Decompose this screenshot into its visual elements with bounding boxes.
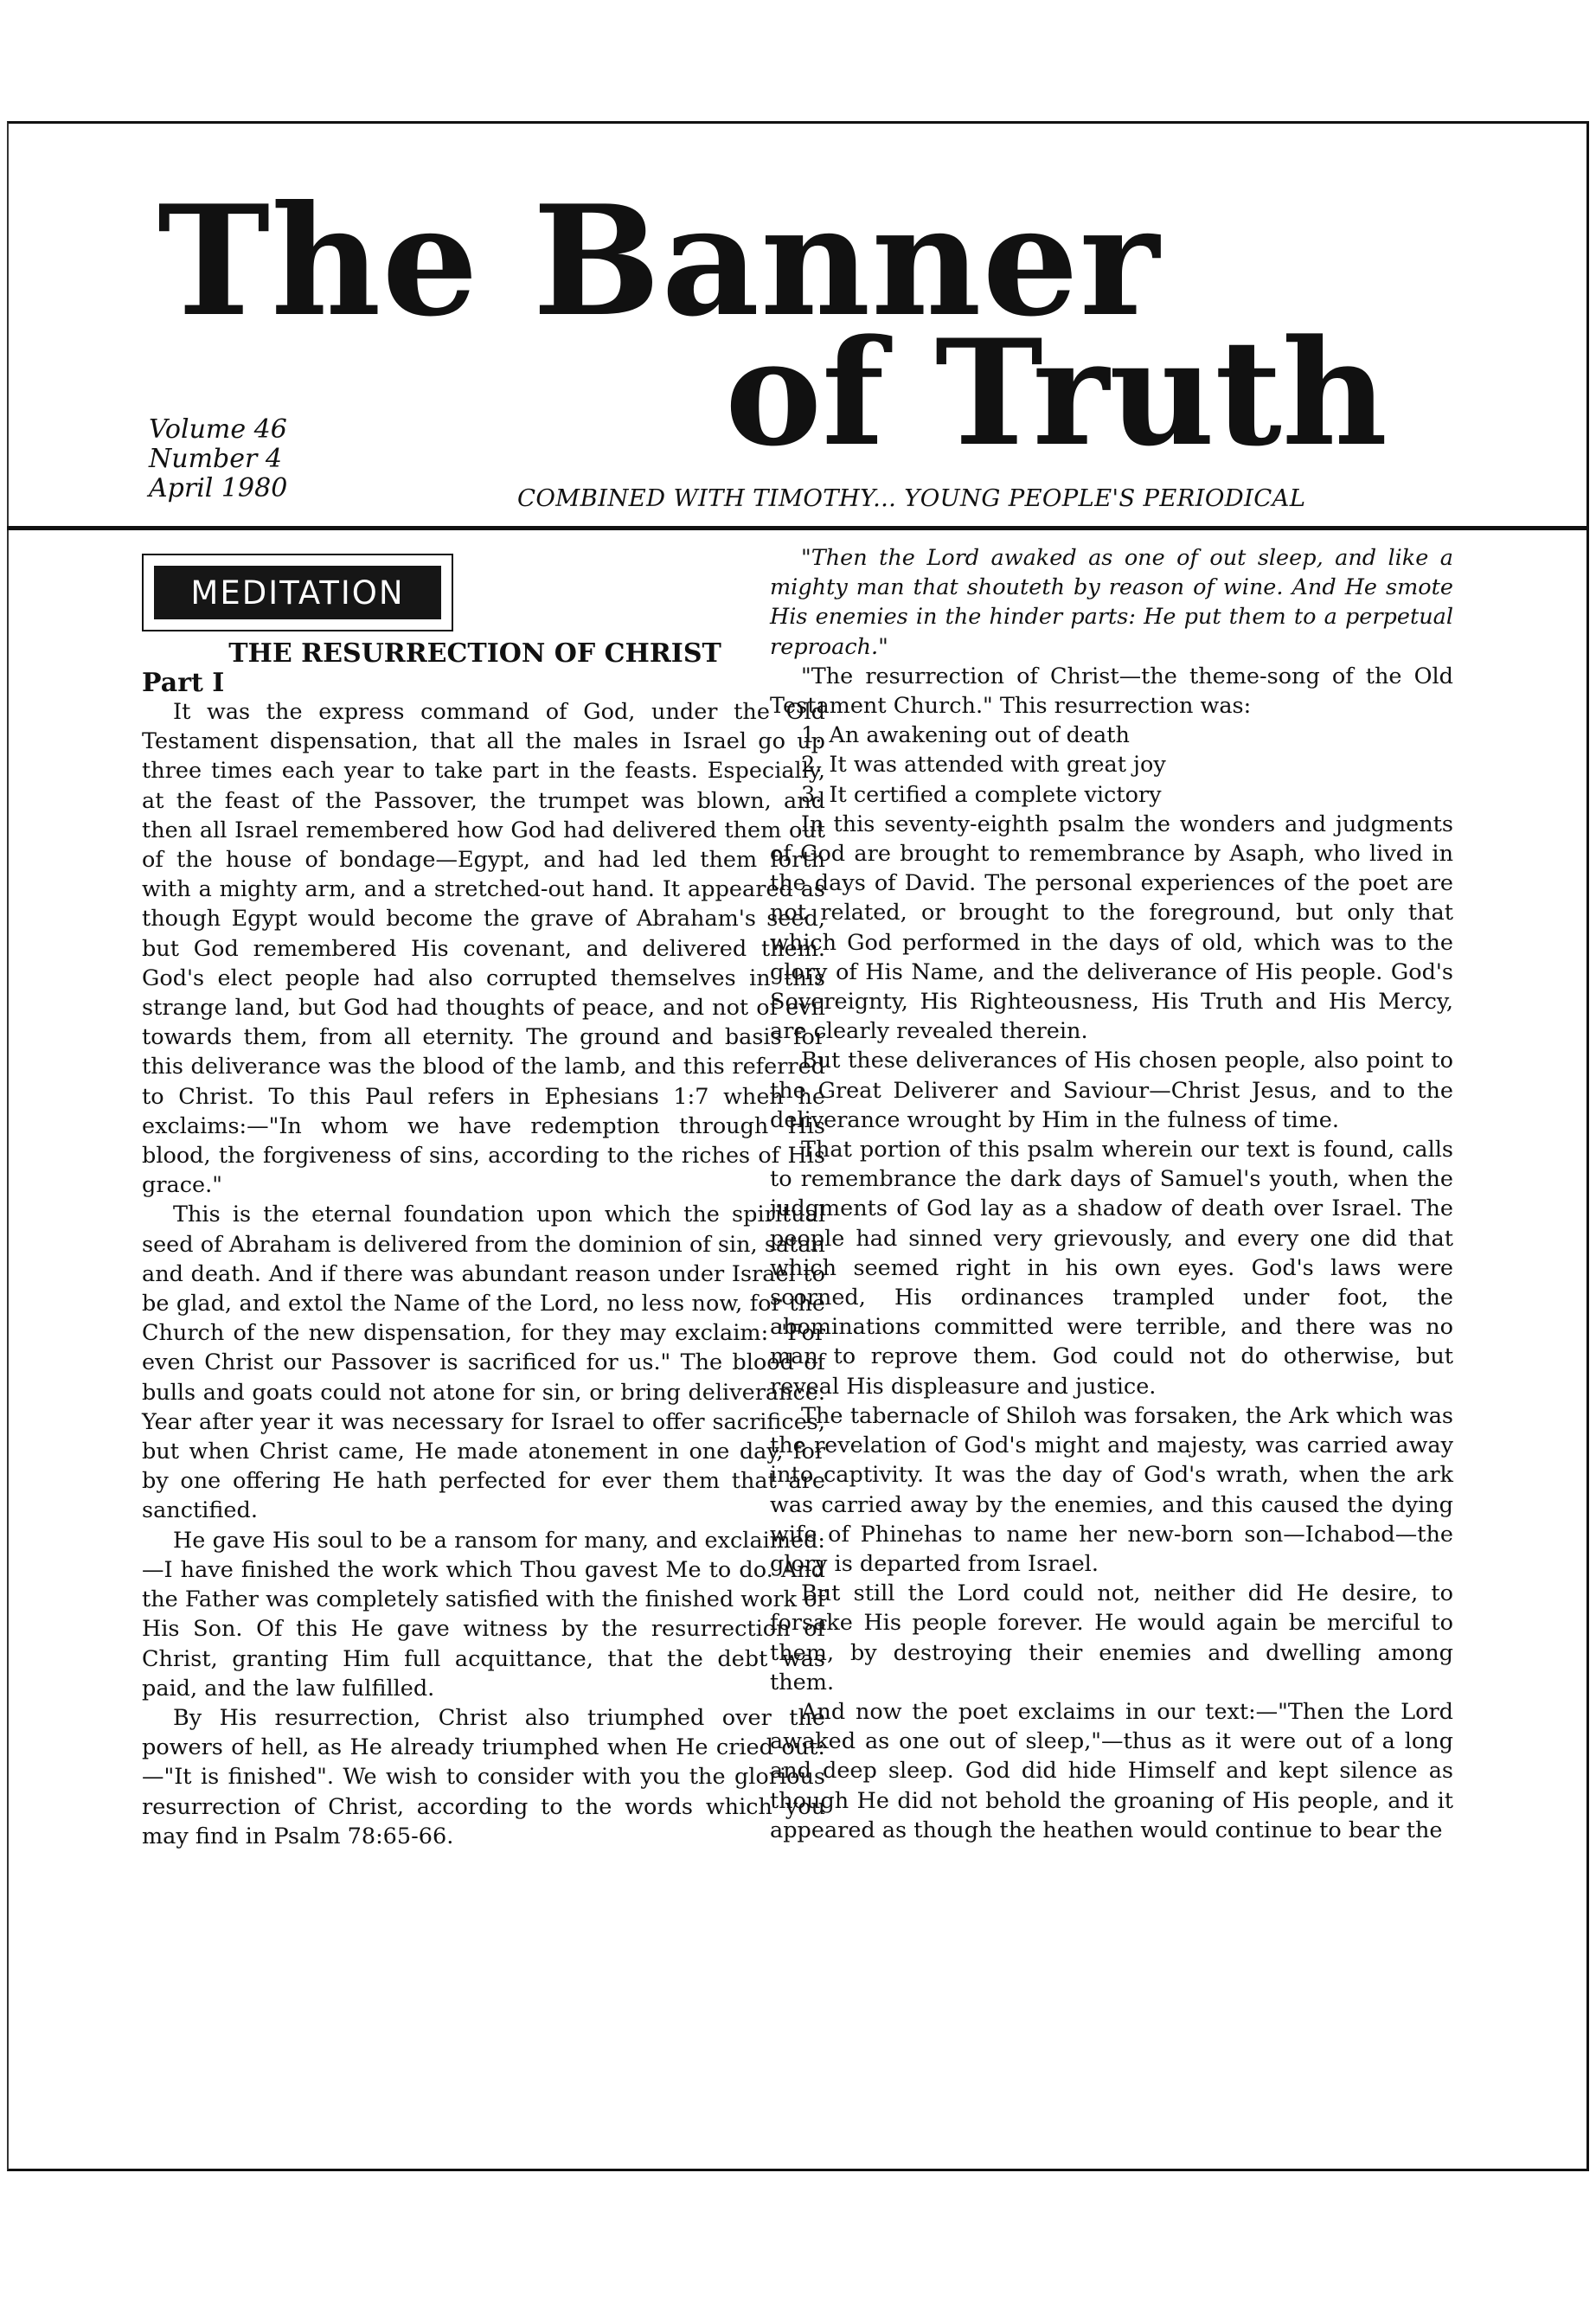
issue-info [149, 415, 287, 503]
list-item: 3. It certified a complete victory [801, 781, 1162, 808]
left-paragraph: It was the express command of God, under the Old Testament dispensation, that all the males in Israel go up three times each year to take part in the feasts. Especially, at the feast of the Passover, the trumpet was blown, and then all Israel remembered how God had delivered them out of the house of bondage—Egypt, and had led them forth with a mighty arm, and a stretched-out hand. It appeared as though Egypt would become the grave of Abraham's seed, but God remembered His covenant, and delivered them. God's elect people had also corrupted themselves in this strange land, but God had thoughts of peace, and not of evil towards them, from all eternity. The ground and basis for this deliverance was the blood of the lamb, and this referred to Christ. To this Paul refers in Ephesians 1:7 when he exclaims:—"In whom we have redemption through His blood, the forgiveness of sins, according to the riches of His grace." [142, 699, 825, 1199]
right-paragraph: The tabernacle of Shiloh was forsaken, the Ark which was the revelation of God's might and majesty, was carried away into captivity. It was the day of God's wrath, when the ark was carried away by the enemies, and this caused the dying wife of Phinehas to name her new-born son—Ichabod—the glory is departed from Israel. [770, 1402, 1453, 1577]
part-label: Part I [142, 668, 225, 698]
left-paragraph: This is the eternal foundation upon which the spiritual seed of Abraham is delivered from the dominion of sin, satan and death. And if there was abundant reason under Israel to be glad, and extol the Name of the Lord, no less now, for the Church of the new dispensation, for they may exclaim: "For even Christ our Passover is sacrificed for us." The blood of bulls and goats could not atone for sin, or bring deliverance. Year after year it was necessary for Israel to offer sacrifices, but when Christ came, He made atonement in one day, for by one offering He hath perfected for ever them that are sanctified. [142, 1202, 825, 1524]
section-badge-label: MEDITATION [154, 566, 441, 619]
scripture-quote: "Then the Lord awaked as one of out sleep, and like a mighty man that shouteth by reason of wine. And He smote His enemies in the hinder parts: He put them to a perpetual reproach." [770, 545, 1453, 660]
right-paragraph-intro: "The resurrection of Christ—the theme-song of the Old Testament Church." This resurrection was: [770, 663, 1453, 720]
right-paragraph: And now the poet exclaims in our text:—"Then the Lord awaked as one out of sleep,"—thus as it were out of a long and deep sleep. God did hide Himself and kept silence as though He did not behold the groaning of His people, and it appeared as though the heathen would continue to bear the [770, 1698, 1453, 1843]
list-item: 1. An awakening out of death [801, 722, 1130, 749]
left-paragraph: He gave His soul to be a ransom for many, and exclaimed:—I have finished the work which Thou gavest Me to do. And the Father was completely satisfied with the finished work of His Son. Of this He gave witness by the resurrection of Christ, granting Him full acquittance, that the debt was paid, and the law fulfilled. [142, 1527, 825, 1702]
resurrection-points-list [770, 721, 1453, 810]
issue-date: April 1980 [149, 473, 288, 503]
right-column [770, 543, 1453, 1845]
issue-volume: Volume 46 [149, 414, 287, 445]
right-paragraph: In this seventy-eighth psalm the wonders and judgments of God are brought to remembrance by Asaph, who lived in the days of David. The personal experiences of the poet are not related, or brought to the foreground, but only that which God performed in the days of old, which was to the glory of His Name, and the deliverance of His people. God's Sovereignty, His Righteousness, His Truth and His Mercy, are clearly revealed therein. [770, 811, 1453, 1045]
issue-number: Number 4 [149, 444, 282, 474]
list-item: 2. It was attended with great joy [801, 752, 1166, 779]
header-rule [7, 526, 1589, 530]
article-title: THE RESURRECTION OF CHRIST [228, 638, 721, 669]
left-paragraph: By His resurrection, Christ also triumphed over the powers of hell, as He already triumphed when He cried out:—"It is finished". We wish to consider with you the glorious resurrection of Christ, according to the words which you may find in Psalm 78:65-66. [142, 1704, 825, 1849]
masthead-subtitle: COMBINED WITH TIMOTHY... YOUNG PEOPLE'S PERIODICAL [517, 484, 1306, 512]
masthead-title-line2: of Truth [725, 307, 1388, 478]
left-column [142, 697, 825, 1851]
right-paragraph: That portion of this psalm wherein our text is found, calls to remembrance the dark days of Samuel's youth, when the judgments of God lay as a shadow of death over Israel. The people had sinned very grievously, and every one did that which seemed right in his own eyes. God's laws were scorned, His ordinances trampled under foot, the abominations committed were terrible, and there was no man to reprove them. God could not do otherwise, but reveal His displeasure and justice. [770, 1137, 1453, 1400]
masthead-title-line1: The Banner [157, 173, 1161, 350]
section-badge [142, 554, 453, 631]
right-paragraph: But these deliverances of His chosen people, also point to the Great Deliverer and Saviour—Christ Jesus, and to the deliverance wrought by Him in the fulness of time. [770, 1048, 1453, 1133]
right-paragraph: But still the Lord could not, neither did He desire, to forsake His people forever. He would again be merciful to them, by destroying their enemies and dwelling among them. [770, 1580, 1453, 1695]
